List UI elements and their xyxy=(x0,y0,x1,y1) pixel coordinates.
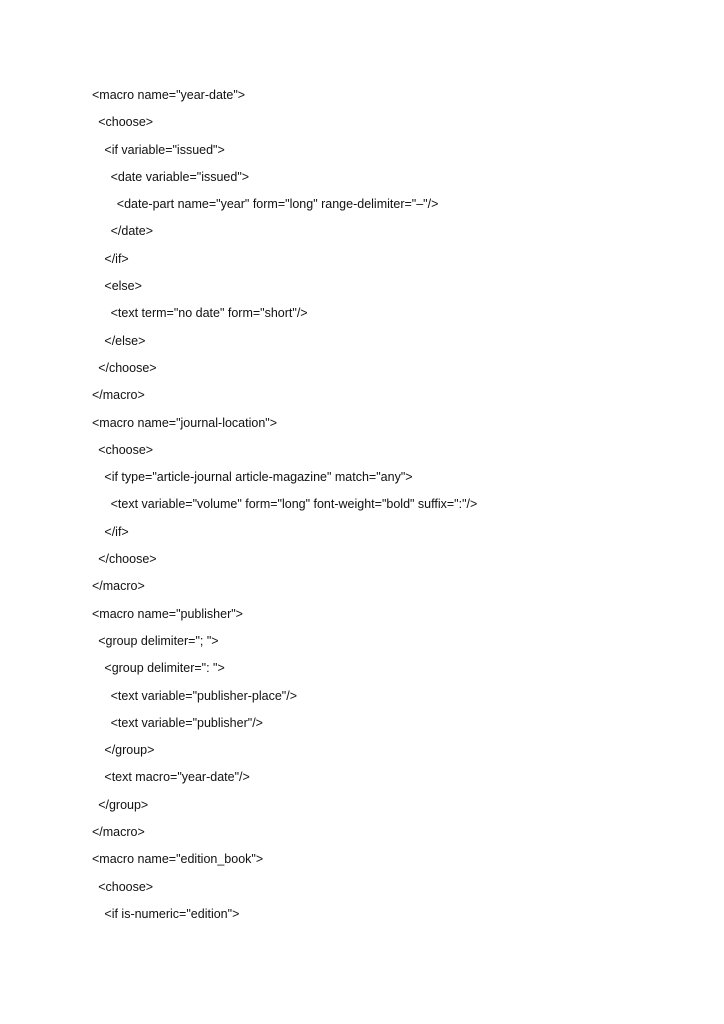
code-line: <choose> xyxy=(98,115,154,130)
code-line: </macro> xyxy=(92,825,145,840)
code-line: <date variable="issued"> xyxy=(110,169,250,184)
code-line: </macro> xyxy=(92,579,145,594)
code-line: <text variable="publisher"/> xyxy=(110,715,263,730)
code-line: </date> xyxy=(110,224,153,239)
code-line: </group> xyxy=(98,797,149,812)
code-line: </choose> xyxy=(98,552,157,567)
code-line: <date-part name="year" form="long" range-delimiter="–"/> xyxy=(116,197,439,212)
code-line: <macro name="journal-location"> xyxy=(92,415,278,430)
code-line: <text variable="volume" form="long" font-weight="bold" suffix=":"/> xyxy=(110,497,478,512)
code-line: </group> xyxy=(104,743,155,758)
code-line: </choose> xyxy=(98,360,157,375)
code-line: <choose> xyxy=(98,879,154,894)
code-line: <group delimiter="; "> xyxy=(98,633,219,648)
code-line: <if is-numeric="edition"> xyxy=(104,906,240,921)
code-line: <macro name="publisher"> xyxy=(92,606,243,621)
code-line: <text term="no date" form="short"/> xyxy=(110,306,308,321)
code-line: </if> xyxy=(104,251,129,266)
code-line: <else> xyxy=(104,279,142,294)
code-line: </if> xyxy=(104,524,129,539)
code-line: <if type="article-journal article-magazine" match="any"> xyxy=(104,470,413,485)
code-line: </macro> xyxy=(92,388,145,403)
code-line: </else> xyxy=(104,333,146,348)
code-line: <macro name="edition_book"> xyxy=(92,852,264,867)
code-line: <text variable="publisher-place"/> xyxy=(110,688,298,703)
code-line: <if variable="issued"> xyxy=(104,142,225,157)
code-line: <group delimiter=": "> xyxy=(104,661,225,676)
code-line: <choose> xyxy=(98,442,154,457)
code-listing xyxy=(92,85,477,931)
code-line: <text macro="year-date"/> xyxy=(104,770,250,785)
code-line: <macro name="year-date"> xyxy=(92,88,246,102)
